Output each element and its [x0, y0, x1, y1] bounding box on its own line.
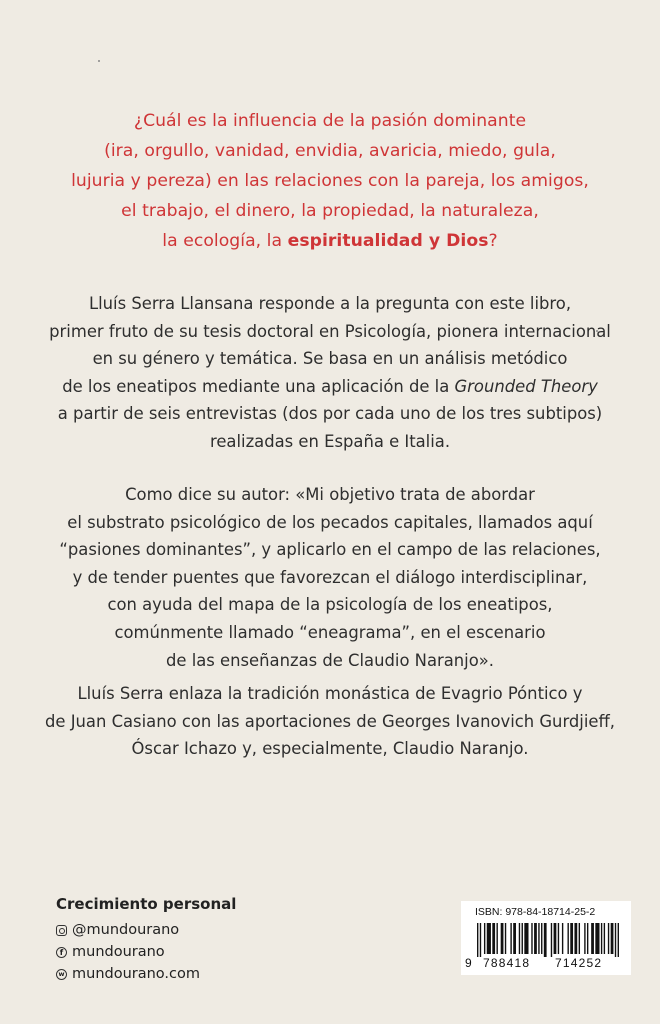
barcode-bar [595, 923, 599, 954]
category-label: Crecimiento personal [56, 895, 237, 913]
barcode-bar [570, 923, 573, 954]
facebook-text: mundourano [72, 944, 165, 960]
paragraph-line: en su género y temática. Se basa en un análisis metódico [92, 349, 568, 369]
website-link[interactable] [56, 963, 236, 985]
paragraph-line: de las enseñanzas de Claudio Naranjo». [166, 650, 494, 670]
paragraph-line: Lluís Serra Llansana responde a la pregunta con este libro, [88, 294, 572, 313]
barcode-bar [477, 923, 478, 957]
barcode-bar [496, 923, 497, 954]
barcode-bar [587, 923, 588, 954]
paragraph-line: el substrato psicológico de los pecados capitales, llamados aquí [67, 512, 593, 532]
paragraph-line: “pasiones dominantes”, y aplicarlo en el campo de las relaciones, [59, 540, 601, 560]
barcode-bar [480, 923, 481, 957]
barcode-bar [484, 923, 485, 954]
barcode-bar [505, 923, 506, 954]
instagram-handle[interactable] [56, 919, 236, 941]
barcode-digits-left: 788418 [483, 956, 531, 970]
paragraph-line: Como dice su autor: «Mi objetivo trata de abordar [125, 485, 535, 504]
website-text: mundourano.com [72, 966, 201, 982]
barcode-bar [608, 923, 609, 954]
publisher-footer [56, 895, 236, 985]
barcode-digits-right: 714252 [555, 956, 603, 970]
barcode-bar [615, 923, 616, 957]
paragraph-line: y de tender puentes que favorezcan el diálogo interdisciplinar, [72, 567, 588, 587]
barcode-bar [501, 923, 504, 954]
barcode-bar [562, 923, 563, 954]
paragraph-text: de los eneatipos mediante una aplicación de la [62, 376, 455, 396]
barcode-bar [531, 923, 532, 954]
barcode-bar [534, 923, 537, 954]
paragraph-line: realizadas en España e Italia. [209, 431, 451, 451]
question-line: (ira, orgullo, vanidad, envidia, avaricia, miedo, gula, [104, 141, 556, 161]
question-block [30, 106, 630, 256]
web-icon: w [56, 969, 67, 980]
barcode-bar [538, 923, 539, 954]
question-mark: ? [488, 231, 498, 251]
question-line-last [30, 226, 630, 256]
synopsis-paragraph-1 [30, 290, 630, 456]
barcode-bar [574, 923, 577, 954]
synopsis-paragraph-2 [30, 481, 630, 674]
barcode-bar [522, 923, 523, 954]
paragraph-line: de Juan Casiano con las aportaciones de Georges Ivanovich Gurdjieff, [45, 711, 615, 731]
barcode-bar [567, 923, 568, 954]
question-text: la ecología, la [162, 231, 288, 251]
barcode-bar [510, 923, 511, 954]
instagram-icon [56, 925, 67, 936]
paragraph-line: comúnmente llamado “eneagrama”, en el escenario [114, 622, 546, 642]
barcode-bar [541, 923, 542, 954]
synopsis-paragraph-3 [30, 680, 630, 763]
grounded-theory-term: Grounded Theory [454, 376, 598, 396]
question-line: lujuria y pereza) en las relaciones con la pareja, los amigos, [71, 171, 589, 191]
isbn-label: ISBN: 978-84-18714-25-2 [475, 906, 596, 918]
barcode-bar [584, 923, 585, 954]
barcode-bar [579, 923, 580, 954]
paragraph-line [30, 373, 630, 401]
barcode-bar [618, 923, 619, 957]
barcode-bar [558, 923, 559, 954]
paragraph-line: Lluís Serra enlaza la tradición monástica de Evagrio Póntico y [77, 684, 583, 703]
question-highlight: espiritualidad y Dios [287, 231, 489, 251]
paragraph-line: a partir de seis entrevistas (dos por cada uno de los tres subtipos) [57, 404, 603, 424]
barcode-bar [519, 923, 520, 954]
barcode-bars [477, 923, 619, 957]
barcode-bar [544, 923, 547, 957]
facebook-handle[interactable] [56, 941, 236, 963]
barcode-bar [524, 923, 528, 954]
barcode-bar [551, 923, 552, 957]
isbn-barcode [461, 901, 631, 975]
barcode-bar [601, 923, 602, 954]
barcode-digit-first: 9 [465, 956, 472, 970]
paragraph-line: Óscar Ichazo y, especialmente, Claudio Naranjo. [131, 739, 529, 759]
barcode-bar [554, 923, 557, 954]
facebook-icon: f [56, 947, 67, 958]
instagram-text: @mundourano [72, 922, 180, 938]
question-line: ¿Cuál es la influencia de la pasión dominante [133, 111, 527, 131]
paper-speck [98, 60, 100, 62]
question-line: el trabajo, el dinero, la propiedad, la naturaleza, [121, 201, 539, 221]
paragraph-line: primer fruto de su tesis doctoral en Psicología, pionera internacional [49, 321, 611, 341]
paragraph-line: con ayuda del mapa de la psicología de los eneatipos, [107, 595, 553, 615]
barcode-bar [604, 923, 605, 954]
barcode-bar [487, 923, 491, 954]
barcode-bar [492, 923, 495, 954]
barcode-bar [611, 923, 614, 954]
barcode-bar [591, 923, 594, 954]
barcode-bar [513, 923, 516, 954]
